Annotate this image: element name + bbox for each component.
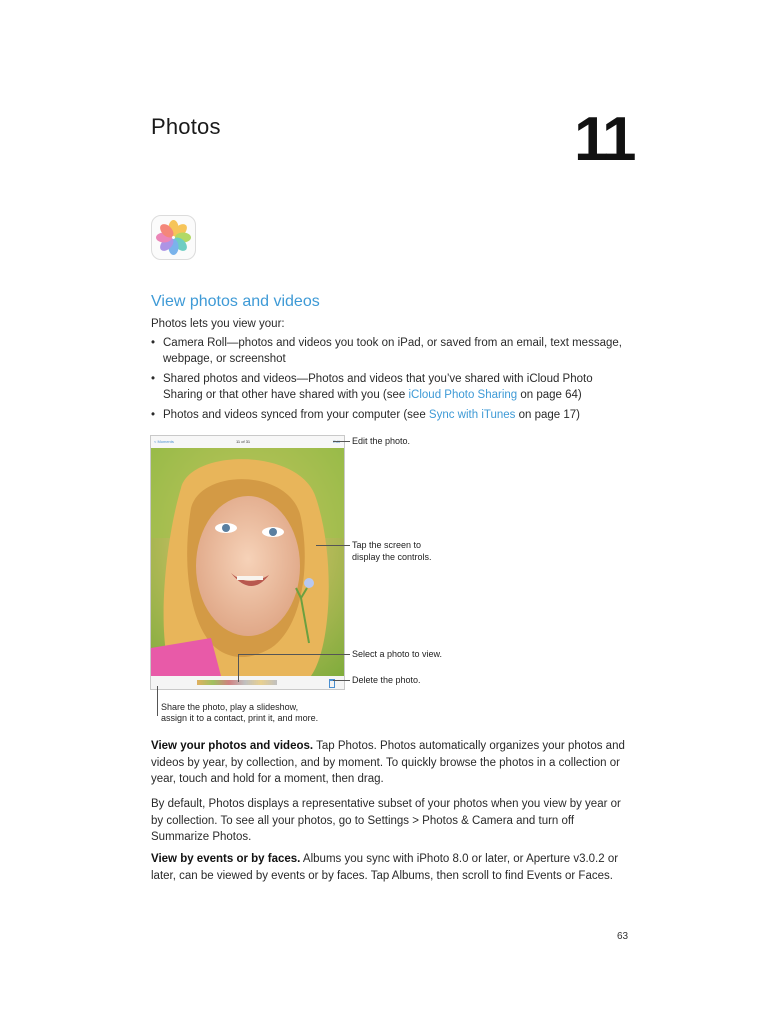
bullet-text-after: on page 64) bbox=[517, 389, 582, 401]
paragraph-default-display: By default, Photos displays a representative subset of your photos when you view by year or by collection. To see all your photos, go to Settings > Photos & Camera and turn off Summarize Photos. bbox=[151, 798, 621, 843]
run-in-heading: View your photos and videos. bbox=[151, 740, 314, 752]
page-number: 63 bbox=[617, 931, 629, 942]
list-item bbox=[151, 335, 631, 367]
callout-tap-line2: display the controls. bbox=[352, 552, 432, 562]
chapter-number: 11 bbox=[574, 105, 634, 174]
paragraph-view-photos bbox=[151, 738, 626, 788]
ipad-photo-screenshot bbox=[150, 435, 345, 690]
callout-line bbox=[238, 654, 350, 655]
paragraph-text: Albums you sync with iPhoto 8.0 or later, or Aperture v3.0.2 or later, can be viewed by events or by faces. Tap Albums, then scroll to find Events or Faces. bbox=[151, 853, 619, 882]
photo-count: 11 of 31 bbox=[236, 439, 251, 444]
paragraph-events-faces bbox=[151, 851, 626, 884]
bullet-dot: • bbox=[151, 337, 156, 349]
run-in-heading: View by events or by faces. bbox=[151, 853, 301, 865]
photos-flower-icon bbox=[152, 216, 195, 259]
callout-line bbox=[316, 545, 350, 546]
sync-with-itunes-link[interactable]: Sync with iTunes bbox=[428, 409, 516, 421]
bullet-text-after: on page 17) bbox=[515, 409, 581, 421]
callout-line bbox=[333, 441, 350, 442]
section-intro: Photos lets you view your: bbox=[151, 318, 285, 330]
callout-share-line1: Share the photo, play a slideshow, bbox=[161, 702, 299, 712]
photo-thumbnail-strip[interactable] bbox=[197, 680, 277, 685]
callout-line bbox=[157, 686, 158, 716]
bullet-text: Camera Roll—photos and videos you took on iPad, or saved from an email, text message, webpage, or screenshot bbox=[163, 337, 622, 365]
photo-top-bar bbox=[151, 436, 344, 448]
photos-app-icon bbox=[151, 215, 196, 260]
photo-bottom-bar bbox=[151, 676, 344, 689]
back-button[interactable]: < Moments bbox=[154, 439, 174, 444]
feature-list bbox=[151, 335, 631, 427]
callout-line bbox=[333, 680, 350, 681]
bullet-dot: • bbox=[151, 409, 156, 421]
bullet-dot: • bbox=[151, 373, 156, 385]
girl-photo[interactable] bbox=[151, 448, 344, 676]
list-item bbox=[151, 371, 631, 403]
callout-line bbox=[238, 654, 239, 682]
bullet-text: Shared photos and videos—Photos and videos that you’ve shared with iCloud Photo Sharing or that other have shared with you (see bbox=[163, 373, 593, 401]
icloud-photo-sharing-link[interactable]: iCloud Photo Sharing bbox=[408, 389, 518, 401]
section-heading: View photos and videos bbox=[151, 293, 320, 310]
paragraph-text: Tap Photos. Photos automatically organizes your photos and videos by year, by collection, and by moment. To quickly browse the photos in a collection or year, touch and hold for a moment, then drag. bbox=[151, 740, 625, 785]
callout-delete: Delete the photo. bbox=[352, 675, 421, 685]
callout-edit: Edit the photo. bbox=[352, 436, 411, 446]
chapter-title: Photos bbox=[151, 114, 221, 139]
bullet-text: Photos and videos synced from your computer (see bbox=[163, 409, 429, 421]
callout-tap-line1: Tap the screen to bbox=[352, 540, 422, 550]
list-item bbox=[151, 407, 631, 423]
callout-share-line2: assign it to a contact, print it, and more. bbox=[161, 713, 319, 723]
callout-select: Select a photo to view. bbox=[352, 649, 443, 659]
